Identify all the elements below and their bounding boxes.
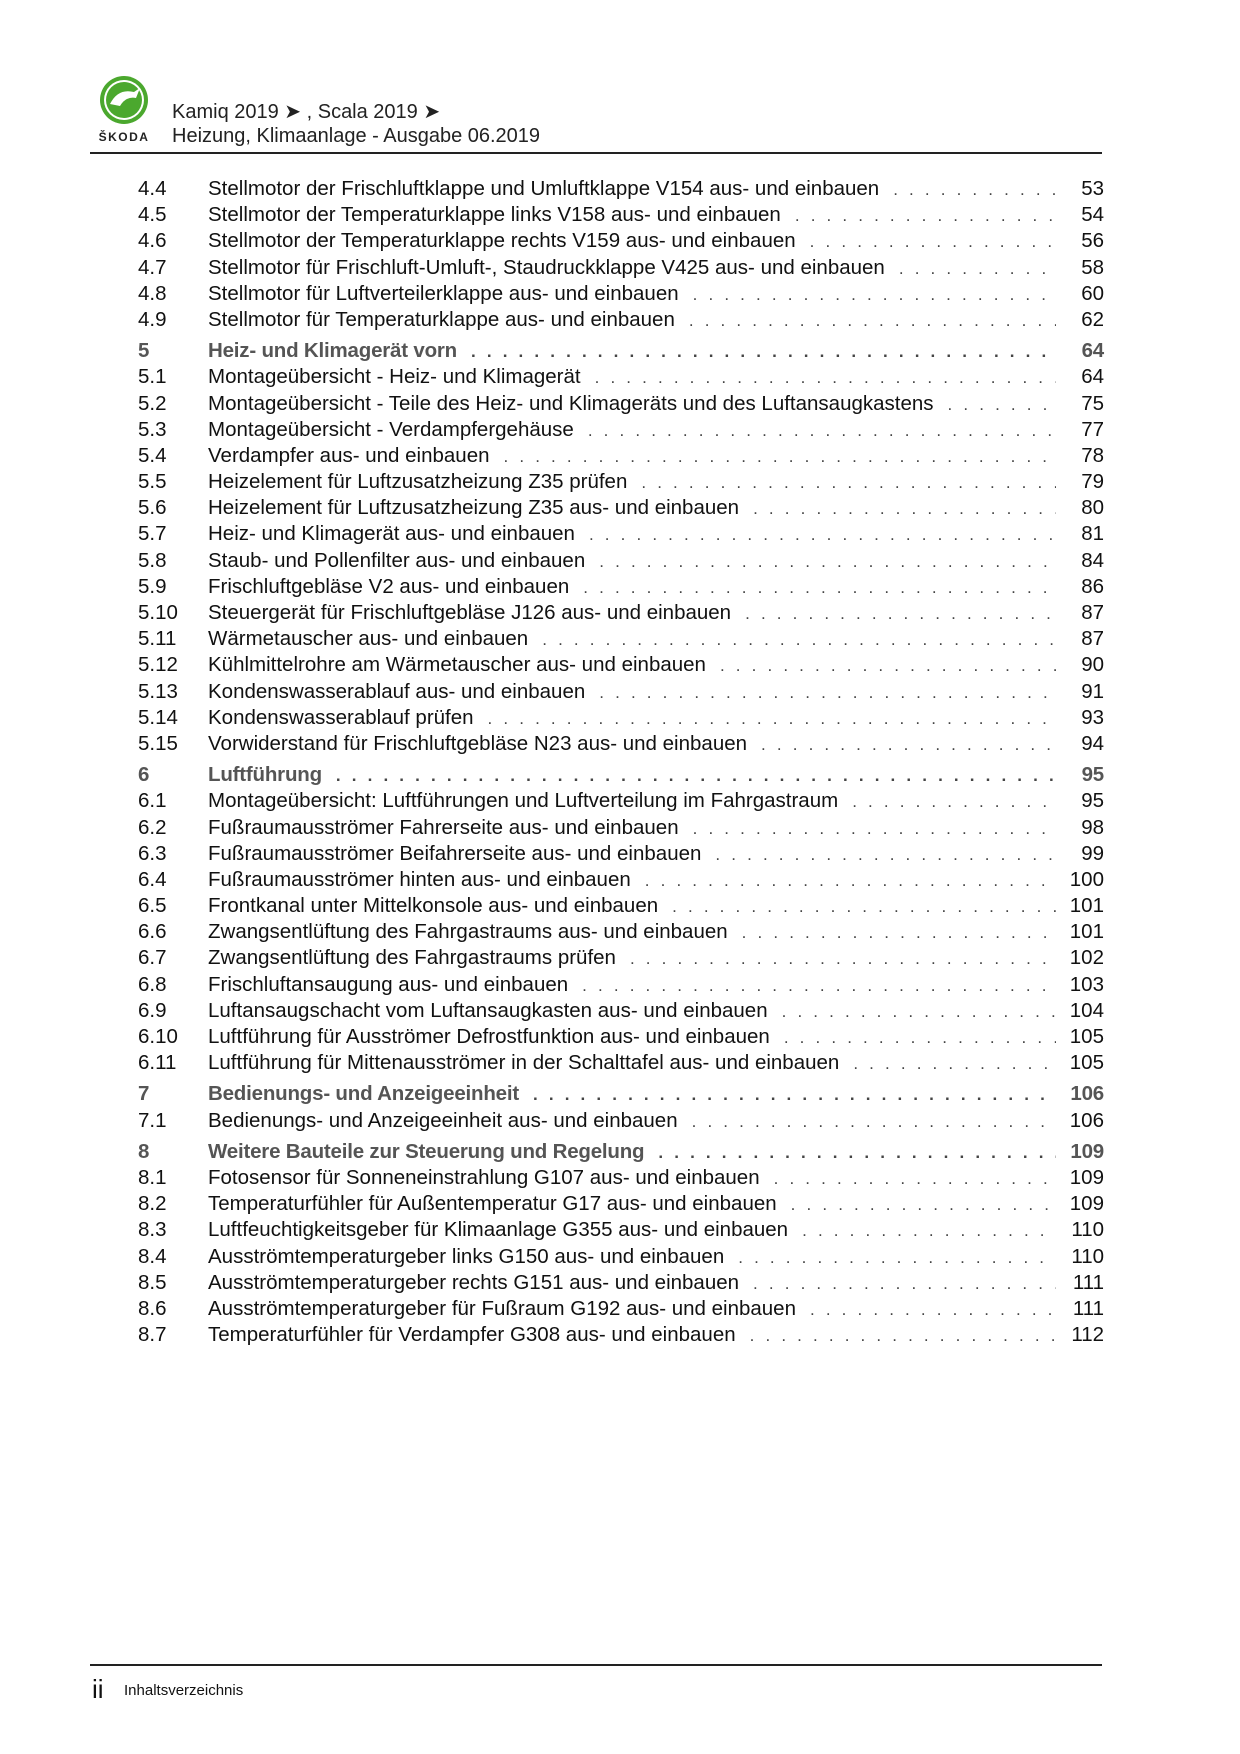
footer-label: Inhaltsverzeichnis <box>124 1682 244 1699</box>
toc-entry-page: 111 <box>1072 1270 1104 1294</box>
toc-leader-dots <box>753 496 1056 522</box>
toc-entry-number: 5.6 <box>138 496 167 520</box>
toc-row[interactable] <box>138 1108 1104 1134</box>
toc-entry-title: Fußraumausströmer hinten aus- und einbauen <box>208 867 631 891</box>
toc-leader-dots <box>689 308 1056 334</box>
toc-leader-dots <box>738 1245 1056 1271</box>
toc-row[interactable] <box>138 1191 1104 1217</box>
toc-entry-title: Montageübersicht - Heiz- und Klimagerät <box>208 365 581 389</box>
toc-entry-title: Heizelement für Luftzusatzheizung Z35 prüfen <box>208 470 628 494</box>
toc-leader-dots <box>595 365 1056 391</box>
toc-entry-page: 93 <box>1081 705 1104 729</box>
toc-leader-dots <box>899 256 1056 282</box>
toc-entry-number: 8.2 <box>138 1192 167 1216</box>
toc-leader-dots <box>761 732 1056 758</box>
toc-entry-page: 90 <box>1081 653 1104 677</box>
toc-entry-page: 105 <box>1069 1025 1104 1048</box>
toc-leader-dots <box>745 601 1056 627</box>
toc-leader-dots <box>715 842 1056 868</box>
toc-entry-number: 5.9 <box>138 574 167 598</box>
toc-row[interactable] <box>138 998 1104 1024</box>
toc-leader-dots <box>753 1271 1056 1297</box>
toc-entry-page: 60 <box>1081 281 1104 305</box>
toc-leader-dots <box>589 522 1056 548</box>
toc-row[interactable] <box>138 841 1104 867</box>
toc-leader-dots <box>791 1192 1056 1218</box>
toc-entry-number: 6.9 <box>138 998 167 1022</box>
toc-entry-title: Heiz- und Klimagerät vorn <box>208 339 458 363</box>
toc-entry-page: 99 <box>1081 841 1104 865</box>
toc-entry-page: 64 <box>1081 365 1104 389</box>
toc-entry-title: Frischluftgebläse V2 aus- und einbauen <box>208 574 570 598</box>
toc-row[interactable] <box>138 1270 1104 1296</box>
toc-entry-number: 5.5 <box>138 470 167 494</box>
toc-row[interactable] <box>138 443 1104 469</box>
toc-entry-title: Stellmotor für Frischluft-Umluft-, Staudruckklappe V425 aus- und einbauen <box>208 255 885 279</box>
toc-entry-page: 109 <box>1069 1192 1104 1216</box>
toc-entry-number: 5.13 <box>138 679 178 703</box>
toc-leader-dots <box>810 229 1056 255</box>
toc-entry-number: 6.2 <box>138 815 167 839</box>
toc-entry-page: 77 <box>1081 417 1104 441</box>
toc-leader-dots <box>599 680 1056 706</box>
toc-entry-number: 5.8 <box>138 548 167 572</box>
footer-page-number: ii <box>92 1674 104 1704</box>
toc-row[interactable] <box>138 202 1104 228</box>
toc-entry-page: 101 <box>1069 920 1104 944</box>
toc-chapter-row[interactable] <box>138 1139 1104 1165</box>
toc-entry-number: 6 <box>138 763 150 787</box>
toc-leader-dots <box>599 549 1056 575</box>
header-model-line: Kamiq 2019 ➤ , Scala 2019 ➤ <box>172 101 441 123</box>
toc-row[interactable] <box>138 548 1104 574</box>
toc-entry-title: Bedienungs- und Anzeigeeinheit <box>208 1082 519 1106</box>
toc-entry-number: 8.1 <box>138 1165 167 1189</box>
toc-entry-title: Ausströmtemperaturgeber rechts G151 aus- und einbauen <box>208 1270 740 1294</box>
toc-entry-page: 56 <box>1081 229 1104 253</box>
toc-entry-number: 7.1 <box>138 1108 167 1132</box>
toc-row[interactable] <box>138 417 1104 443</box>
toc-entry-page: 78 <box>1081 443 1104 467</box>
toc-entry-title: Stellmotor der Temperaturklappe links V158 aus- und einbauen <box>208 203 781 227</box>
toc-leader-dots <box>693 282 1056 308</box>
toc-row[interactable] <box>138 815 1104 841</box>
header-subject-line: Heizung, Klimaanlage - Ausgabe 06.2019 <box>172 125 541 147</box>
toc-entry-page: 58 <box>1081 255 1104 279</box>
toc-entry-title: Steuergerät für Frischluftgebläse J126 aus- und einbauen <box>208 601 732 624</box>
toc-entry-page: 80 <box>1081 496 1104 520</box>
toc-entry-number: 4.9 <box>138 307 167 331</box>
toc-entry-page: 98 <box>1081 815 1104 839</box>
toc-entry-title: Zwangsentlüftung des Fahrgastraums prüfen <box>208 946 616 970</box>
toc-entry-page: 95 <box>1081 763 1104 787</box>
toc-row[interactable] <box>138 391 1104 417</box>
toc-entry-title: Frischluftansaugung aus- und einbauen <box>208 972 569 996</box>
toc-entry-number: 6.5 <box>138 894 167 918</box>
toc-chapter-row[interactable] <box>138 762 1104 788</box>
toc-entry-page: 91 <box>1081 679 1104 703</box>
toc-entry-title: Heizelement für Luftzusatzheizung Z35 aus- und einbauen <box>208 496 740 520</box>
toc-entry-title: Temperaturfühler für Verdampfer G308 aus- und einbauen <box>208 1323 736 1347</box>
toc-entry-number: 5.7 <box>138 522 167 546</box>
toc-entry-number: 6.1 <box>138 789 167 813</box>
toc-entry-page: 53 <box>1081 177 1104 200</box>
toc-row[interactable] <box>138 972 1104 998</box>
toc-leader-dots <box>750 1323 1056 1349</box>
toc-entry-page: 111 <box>1072 1296 1104 1320</box>
toc-entry-number: 8.6 <box>138 1296 167 1320</box>
toc-entry-page: 101 <box>1069 894 1104 918</box>
toc-leader-dots <box>692 1109 1056 1135</box>
toc-entry-title: Luftführung <box>208 763 322 787</box>
toc-row[interactable] <box>138 679 1104 705</box>
toc-entry-page: 110 <box>1071 1244 1104 1268</box>
skoda-logo <box>90 74 158 148</box>
toc-leader-dots <box>802 1218 1056 1244</box>
toc-entry-title: Luftführung für Mittenausströmer in der Schalttafel aus- und einbauen <box>208 1051 840 1075</box>
toc-entry-number: 4.4 <box>138 177 167 200</box>
toc-row[interactable] <box>138 176 1104 202</box>
toc-row[interactable] <box>138 281 1104 307</box>
toc-entry-title: Ausströmtemperaturgeber links G150 aus- und einbauen <box>208 1244 725 1268</box>
toc-row[interactable] <box>138 1217 1104 1243</box>
toc-row[interactable] <box>138 945 1104 971</box>
toc-leader-dots <box>471 339 1056 365</box>
toc-leader-dots <box>645 868 1056 894</box>
toc-leader-dots <box>533 1082 1056 1108</box>
toc-entry-page: 94 <box>1081 731 1104 755</box>
toc-entry-number: 8.5 <box>138 1270 167 1294</box>
toc-entry-number: 5.11 <box>138 627 177 651</box>
toc-entry-page: 104 <box>1069 998 1104 1022</box>
toc-leader-dots <box>774 1166 1056 1192</box>
toc-row[interactable] <box>138 626 1104 652</box>
toc-entry-page: 86 <box>1081 574 1104 598</box>
toc-entry-number: 4.7 <box>138 255 167 279</box>
toc-entry-title: Vorwiderstand für Frischluftgebläse N23 aus- und einbauen <box>208 731 748 755</box>
toc-entry-title: Luftansaugschacht vom Luftansaugkasten aus- und einbauen <box>208 998 768 1022</box>
toc-row[interactable] <box>138 307 1104 333</box>
toc-row[interactable] <box>138 255 1104 281</box>
toc-row[interactable] <box>138 521 1104 547</box>
toc-row[interactable] <box>138 867 1104 893</box>
toc-entry-page: 106 <box>1069 1108 1104 1132</box>
toc-row[interactable] <box>138 364 1104 390</box>
toc-entry-title: Wärmetauscher aus- und einbauen <box>208 627 529 651</box>
toc-entry-page: 79 <box>1081 470 1104 494</box>
toc-row[interactable] <box>138 469 1104 495</box>
toc-row[interactable] <box>138 731 1104 757</box>
toc-leader-dots <box>488 706 1056 732</box>
toc-leader-dots <box>693 816 1056 842</box>
toc-row[interactable] <box>138 495 1104 521</box>
toc-entry-title: Stellmotor für Temperaturklappe aus- und einbauen <box>208 307 675 331</box>
toc-entry-number: 5.15 <box>138 731 178 755</box>
toc-leader-dots <box>582 973 1056 999</box>
toc-entry-title: Luftfeuchtigkeitsgeber für Klimaanlage G355 aus- und einbauen <box>208 1218 789 1242</box>
page-footer <box>90 1664 1102 1706</box>
toc-row[interactable] <box>138 893 1104 919</box>
toc-entry-number: 6.6 <box>138 920 167 944</box>
toc-entry-title: Kühlmittelrohre am Wärmetauscher aus- und einbauen <box>208 653 706 677</box>
toc-entry-title: Luftführung für Ausströmer Defrostfunktion aus- und einbauen <box>208 1025 770 1048</box>
toc-entry-page: 84 <box>1081 548 1104 572</box>
toc-chapter-row[interactable] <box>138 1081 1104 1107</box>
toc-entry-title: Frontkanal unter Mittelkonsole aus- und einbauen <box>208 894 659 918</box>
toc-entry-title: Kondenswasserablauf prüfen <box>208 705 474 729</box>
toc-entry-number: 5.4 <box>138 443 167 467</box>
toc-entry-page: 75 <box>1081 391 1104 415</box>
toc-entry-title: Montageübersicht - Verdampfergehäuse <box>208 417 574 441</box>
toc-entry-title: Zwangsentlüftung des Fahrgastraums aus- und einbauen <box>208 920 728 944</box>
toc-entry-number: 5.10 <box>138 601 178 624</box>
toc-row[interactable] <box>138 1244 1104 1270</box>
table-of-contents <box>138 176 1104 1348</box>
toc-leader-dots <box>630 946 1056 972</box>
toc-entry-number: 6.11 <box>138 1051 177 1075</box>
toc-leader-dots <box>672 894 1056 920</box>
toc-entry-number: 6.3 <box>138 841 167 865</box>
toc-entry-page: 112 <box>1071 1323 1104 1347</box>
toc-entry-title: Fußraumausströmer Fahrerseite aus- und einbauen <box>208 815 679 839</box>
toc-entry-page: 87 <box>1081 627 1104 651</box>
toc-leader-dots <box>542 627 1056 653</box>
toc-entry-title: Bedienungs- und Anzeigeeinheit aus- und einbauen <box>208 1108 678 1132</box>
toc-entry-number: 5.14 <box>138 705 178 729</box>
toc-row[interactable] <box>138 1024 1104 1050</box>
toc-entry-number: 7 <box>138 1082 150 1106</box>
toc-entry-page: 64 <box>1081 339 1104 363</box>
toc-leader-dots <box>893 177 1056 203</box>
toc-entry-title: Verdampfer aus- und einbauen <box>208 443 490 467</box>
toc-row[interactable] <box>138 1322 1104 1348</box>
page-header <box>90 74 1102 154</box>
toc-entry-page: 62 <box>1081 307 1104 331</box>
toc-entry-number: 6.10 <box>138 1025 178 1048</box>
toc-entry-number: 8.4 <box>138 1244 167 1268</box>
toc-entry-number: 6.4 <box>138 867 167 891</box>
toc-chapter-row[interactable] <box>138 338 1104 364</box>
toc-entry-number: 6.7 <box>138 946 167 970</box>
toc-entry-title: Ausströmtemperaturgeber für Fußraum G192 aus- und einbauen <box>208 1296 796 1320</box>
toc-leader-dots <box>720 653 1056 679</box>
toc-entry-page: 103 <box>1069 972 1104 996</box>
toc-entry-number: 5.1 <box>138 365 167 389</box>
toc-leader-dots <box>784 1025 1056 1051</box>
toc-entry-title: Montageübersicht - Teile des Heiz- und Klimageräts und des Luftansaugkastens <box>208 391 934 415</box>
toc-leader-dots <box>852 789 1056 815</box>
toc-entry-page: 105 <box>1069 1051 1104 1075</box>
toc-leader-dots <box>948 392 1056 418</box>
toc-entry-number: 5.12 <box>138 653 178 677</box>
toc-entry-title: Heiz- und Klimagerät aus- und einbauen <box>208 522 575 546</box>
toc-leader-dots <box>658 1140 1056 1166</box>
toc-leader-dots <box>742 920 1056 946</box>
toc-entry-page: 95 <box>1081 789 1104 813</box>
toc-entry-title: Fußraumausströmer Beifahrerseite aus- und einbauen <box>208 841 702 865</box>
toc-entry-title: Kondenswasserablauf aus- und einbauen <box>208 679 586 703</box>
toc-entry-number: 5 <box>138 339 150 363</box>
toc-entry-number: 4.8 <box>138 281 167 305</box>
toc-entry-page: 54 <box>1081 203 1104 227</box>
toc-entry-page: 110 <box>1071 1218 1104 1242</box>
toc-row[interactable] <box>138 228 1104 254</box>
toc-leader-dots <box>641 470 1056 496</box>
toc-entry-number: 4.5 <box>138 203 167 227</box>
toc-entry-page: 81 <box>1081 522 1104 546</box>
toc-entry-title: Montageübersicht: Luftführungen und Luftverteilung im Fahrgastraum <box>208 789 839 813</box>
toc-entry-page: 102 <box>1069 946 1104 970</box>
toc-entry-title: Stellmotor für Luftverteilerklappe aus- und einbauen <box>208 281 679 305</box>
toc-entry-title: Weitere Bauteile zur Steuerung und Regelung <box>208 1139 645 1163</box>
toc-entry-number: 8 <box>138 1139 150 1163</box>
toc-leader-dots <box>795 203 1056 229</box>
toc-entry-title: Stellmotor der Frischluftklappe und Umluftklappe V154 aus- und einbauen <box>208 177 880 200</box>
toc-entry-page: 106 <box>1070 1082 1104 1106</box>
toc-entry-number: 4.6 <box>138 229 167 253</box>
header-text <box>172 100 540 148</box>
toc-row[interactable] <box>138 574 1104 600</box>
toc-entry-number: 5.2 <box>138 391 167 415</box>
toc-entry-number: 8.3 <box>138 1218 167 1242</box>
toc-row[interactable] <box>138 600 1104 626</box>
toc-row[interactable] <box>138 919 1104 945</box>
toc-row[interactable] <box>138 705 1104 731</box>
toc-row[interactable] <box>138 1050 1104 1076</box>
toc-entry-title: Staub- und Pollenfilter aus- und einbauen <box>208 548 586 572</box>
toc-entry-number: 8.7 <box>138 1323 167 1347</box>
toc-leader-dots <box>853 1051 1056 1077</box>
toc-entry-title: Temperaturfühler für Außentemperatur G17 aus- und einbauen <box>208 1192 777 1216</box>
toc-row[interactable] <box>138 1296 1104 1322</box>
toc-leader-dots <box>336 763 1056 789</box>
toc-entry-number: 5.3 <box>138 417 167 441</box>
toc-entry-page: 100 <box>1069 867 1104 891</box>
toc-entry-number: 6.8 <box>138 972 167 996</box>
toc-leader-dots <box>504 444 1056 470</box>
toc-leader-dots <box>782 999 1056 1025</box>
toc-leader-dots <box>810 1297 1056 1323</box>
toc-leader-dots <box>588 418 1056 444</box>
toc-entry-title: Fotosensor für Sonneneinstrahlung G107 aus- und einbauen <box>208 1165 760 1189</box>
toc-entry-page: 109 <box>1069 1165 1104 1189</box>
toc-entry-page: 109 <box>1070 1139 1104 1163</box>
toc-leader-dots <box>583 575 1056 601</box>
toc-entry-title: Stellmotor der Temperaturklappe rechts V159 aus- und einbauen <box>208 229 796 253</box>
skoda-wordmark: ŠKODA <box>98 130 150 144</box>
toc-row[interactable] <box>138 652 1104 678</box>
toc-entry-page: 87 <box>1081 601 1104 624</box>
toc-row[interactable] <box>138 788 1104 814</box>
toc-row[interactable] <box>138 1165 1104 1191</box>
